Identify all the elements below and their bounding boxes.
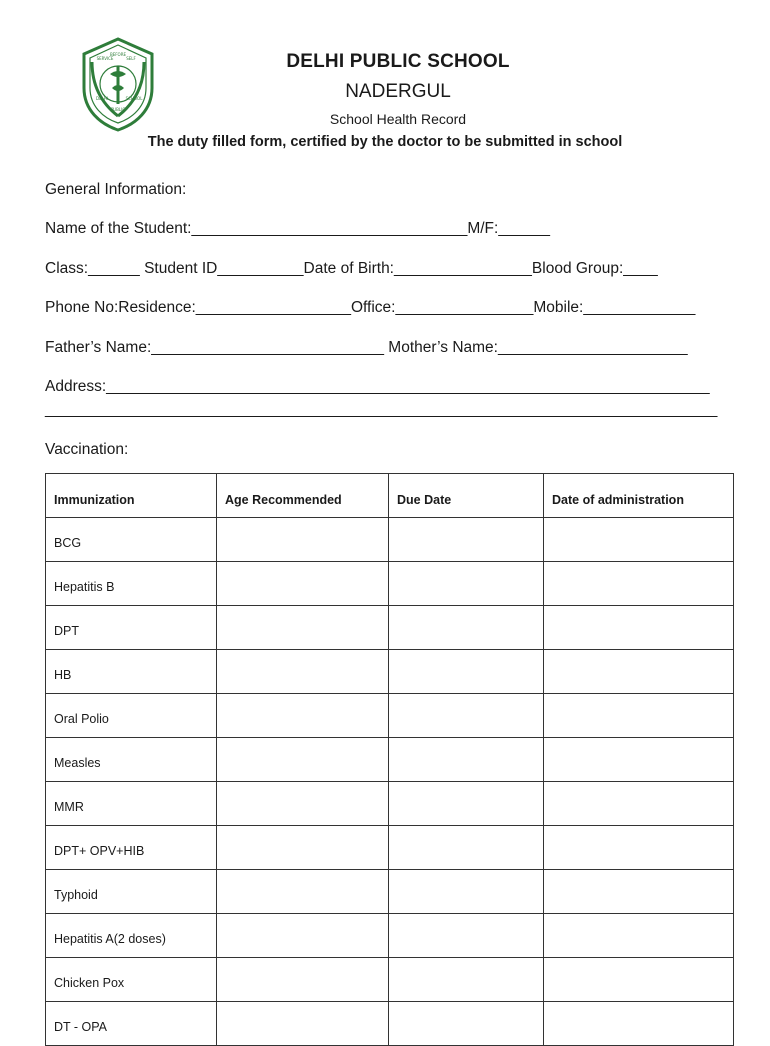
- column-header: Date of administration: [544, 474, 734, 518]
- due-date-cell[interactable]: [389, 606, 544, 650]
- column-header: Due Date: [389, 474, 544, 518]
- immunization-name: HB: [46, 650, 217, 694]
- due-date-cell[interactable]: [389, 562, 544, 606]
- address-field-line-2[interactable]: ______________________________________________________________________________: [45, 401, 718, 418]
- due-date-cell[interactable]: [389, 650, 544, 694]
- due-date-cell[interactable]: [389, 870, 544, 914]
- phone-field[interactable]: Phone No:Residence:__________________Office:________________Mobile:_____________: [45, 299, 696, 316]
- table-row: [46, 914, 734, 958]
- student-name-field[interactable]: Name of the Student:________________________________M/F:______: [45, 220, 551, 237]
- immunization-name: BCG: [46, 518, 217, 562]
- table-row: [46, 650, 734, 694]
- table-row: [46, 606, 734, 650]
- age-recommended-cell[interactable]: [217, 518, 389, 562]
- age-recommended-cell[interactable]: [217, 826, 389, 870]
- school-name: DELHI PUBLIC SCHOOL: [286, 51, 510, 72]
- age-recommended-cell[interactable]: [217, 738, 389, 782]
- age-recommended-cell[interactable]: [217, 562, 389, 606]
- immunization-name: Hepatitis B: [46, 562, 217, 606]
- vaccination-heading: Vaccination:: [45, 441, 129, 458]
- immunization-name: MMR: [46, 782, 217, 826]
- due-date-cell[interactable]: [389, 958, 544, 1002]
- record-title: School Health Record: [329, 111, 467, 127]
- general-information-heading: General Information:: [45, 181, 187, 198]
- immunization-name: Measles: [46, 738, 217, 782]
- table-row: [46, 738, 734, 782]
- table-row: [46, 958, 734, 1002]
- class-details-field[interactable]: Class:______ Student ID__________Date of Birth:________________Blood Group:____: [45, 260, 658, 277]
- due-date-cell[interactable]: [389, 738, 544, 782]
- immunization-name: DPT+ OPV+HIB: [46, 826, 217, 870]
- due-date-cell[interactable]: [389, 782, 544, 826]
- immunization-name: DT - OPA: [46, 1002, 217, 1046]
- vaccination-table: [45, 473, 734, 1046]
- date-of-administration-cell[interactable]: [544, 562, 734, 606]
- immunization-name: DPT: [46, 606, 217, 650]
- column-header: Age Recommended: [217, 474, 389, 518]
- immunization-name: Hepatitis A(2 doses): [46, 914, 217, 958]
- table-row: [46, 562, 734, 606]
- parents-name-field[interactable]: Father’s Name:___________________________ Mother’s Name:______________________: [45, 339, 688, 356]
- emblem-text: BEFORE: [109, 52, 127, 57]
- due-date-cell[interactable]: [389, 914, 544, 958]
- date-of-administration-cell[interactable]: [544, 738, 734, 782]
- emblem-text: SELF: [126, 56, 136, 61]
- age-recommended-cell[interactable]: [217, 914, 389, 958]
- date-of-administration-cell[interactable]: [544, 914, 734, 958]
- date-of-administration-cell[interactable]: [544, 518, 734, 562]
- table-row: [46, 870, 734, 914]
- due-date-cell[interactable]: [389, 694, 544, 738]
- table-row: [46, 826, 734, 870]
- age-recommended-cell[interactable]: [217, 606, 389, 650]
- date-of-administration-cell[interactable]: [544, 958, 734, 1002]
- address-field[interactable]: Address:______________________________________________________________________: [45, 378, 710, 395]
- emblem-text: SCHOOL: [125, 96, 143, 101]
- date-of-administration-cell[interactable]: [544, 694, 734, 738]
- table-row: [46, 694, 734, 738]
- date-of-administration-cell[interactable]: [544, 782, 734, 826]
- date-of-administration-cell[interactable]: [544, 650, 734, 694]
- table-row: [46, 782, 734, 826]
- age-recommended-cell[interactable]: [217, 782, 389, 826]
- date-of-administration-cell[interactable]: [544, 870, 734, 914]
- due-date-cell[interactable]: [389, 826, 544, 870]
- campus-name: NADERGUL: [345, 81, 451, 102]
- emblem-text: SERVICE: [96, 56, 114, 61]
- immunization-name: Typhoid: [46, 870, 217, 914]
- date-of-administration-cell[interactable]: [544, 606, 734, 650]
- date-of-administration-cell[interactable]: [544, 826, 734, 870]
- emblem-text: DELHI: [95, 96, 109, 101]
- table-header-row: [46, 474, 734, 518]
- emblem-text: PUBLIC: [110, 107, 126, 112]
- age-recommended-cell[interactable]: [217, 694, 389, 738]
- immunization-name: Chicken Pox: [46, 958, 217, 1002]
- due-date-cell[interactable]: [389, 518, 544, 562]
- age-recommended-cell[interactable]: [217, 650, 389, 694]
- immunization-name: Oral Polio: [46, 694, 217, 738]
- age-recommended-cell[interactable]: [217, 958, 389, 1002]
- column-header: Immunization: [46, 474, 217, 518]
- age-recommended-cell[interactable]: [217, 870, 389, 914]
- submission-note: The duty filled form, certified by the doctor to be submitted in school: [147, 134, 623, 150]
- table-row: [46, 518, 734, 562]
